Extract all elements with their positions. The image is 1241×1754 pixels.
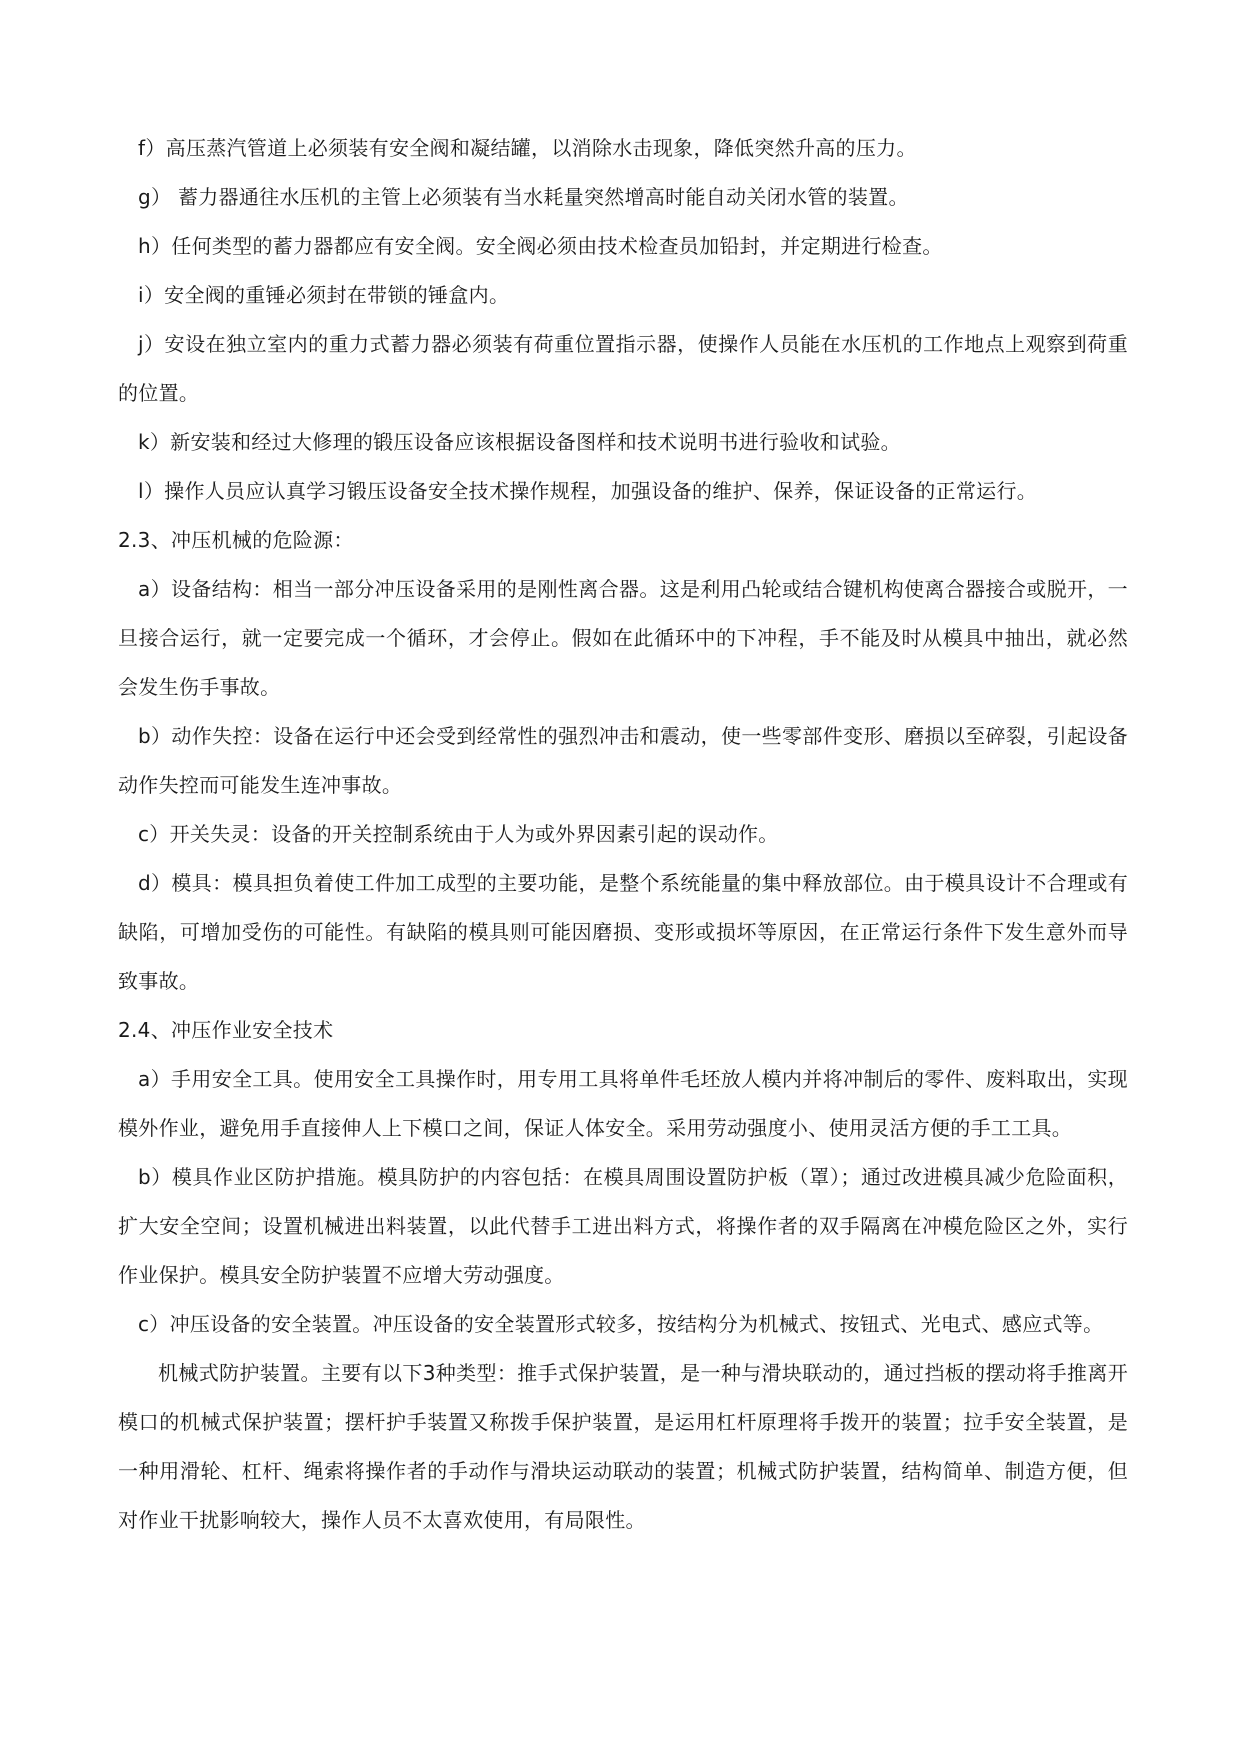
paragraph-h: h）任何类型的蓄力器都应有安全阀。安全阀必须由技术检查员加铅封，并定期进行检查。 [138,234,943,258]
paragraph-2-4-c: c）冲压设备的安全装置。冲压设备的安全装置形式较多，按结构分为机械式、按钮式、光电式、感应式等。 [138,1312,1104,1336]
paragraph-g: g） 蓄力器通往水压机的主管上必须装有当水耗量突然增高时能自动关闭水管的装置。 [138,185,909,209]
paragraph-l: l）操作人员应认真学习锻压设备安全技术操作规程，加强设备的维护、保养，保证设备的正常运行。 [138,479,1038,503]
paragraph-j: j）安设在独立室内的重力式蓄力器必须装有荷重位置指示器，使操作人员能在水压机的工作地点上观察到荷重的位置。 [118,332,1128,405]
paragraph-2-3-c: c）开关失灵：设备的开关控制系统由于人为或外界因素引起的误动作。 [138,822,779,846]
paragraph-i: i）安全阀的重锤必须封在带锁的锤盒内。 [138,283,510,307]
document-body [118,124,1128,1545]
paragraph-2-3-a: a）设备结构：相当一部分冲压设备采用的是刚性离合器。这是利用凸轮或结合键机构使离合器接合或脱开，一旦接合运行，就一定要完成一个循环，才会停止。假如在此循环中的下冲程，手不能及时从模具中抽出，就必然会发生伤手事故。 [118,577,1128,699]
paragraph-f: f）高压蒸汽管道上必须装有安全阀和凝结罐，以消除水击现象，降低突然升高的压力。 [138,136,917,160]
paragraph-k: k）新安装和经过大修理的锻压设备应该根据设备图样和技术说明书进行验收和试验。 [138,430,901,454]
paragraph-2-4-a: a）手用安全工具。使用安全工具操作时，用专用工具将单件毛坯放人模内并将冲制后的零件、废料取出，实现模外作业，避免用手直接伸人上下模口之间，保证人体安全。采用劳动强度小、使用灵活方便的手工工具。 [118,1067,1128,1140]
paragraph-2-3-b: b）动作失控：设备在运行中还会受到经常性的强烈冲击和震动，使一些零部件变形、磨损以至碎裂，引起设备动作失控而可能发生连冲事故。 [118,724,1128,797]
paragraph-2-4-b: b）模具作业区防护措施。模具防护的内容包括：在模具周围设置防护板（罩）；通过改进模具减少危险面积，扩大安全空间；设置机械进出料装置，以此代替手工进出料方式，将操作者的双手隔离在冲模危险区之外，实行作业保护。模具安全防护装置不应增大劳动强度。 [118,1165,1128,1287]
paragraph-mechanical-guard: 机械式防护装置。主要有以下3种类型：推手式保护装置，是一种与滑块联动的，通过挡板的摆动将手推离开模口的机械式保护装置；摆杆护手装置又称拨手保护装置，是运用杠杆原理将手拨开的装置；拉手安全装置，是一种用滑轮、杠杆、绳索将操作者的手动作与滑块运动联动的装置；机械式防护装置，结构简单、制造方便，但对作业干扰影响较大，操作人员不太喜欢使用，有局限性。 [118,1361,1128,1532]
section-heading-2-3: 2.3、冲压机械的危险源： [118,528,354,552]
section-heading-2-4: 2.4、冲压作业安全技术 [118,1018,334,1042]
paragraph-2-3-d: d）模具：模具担负着使工件加工成型的主要功能，是整个系统能量的集中释放部位。由于模具设计不合理或有缺陷，可增加受伤的可能性。有缺陷的模具则可能因磨损、变形或损坏等原因，在正常运行条件下发生意外而导致事故。 [118,871,1128,993]
